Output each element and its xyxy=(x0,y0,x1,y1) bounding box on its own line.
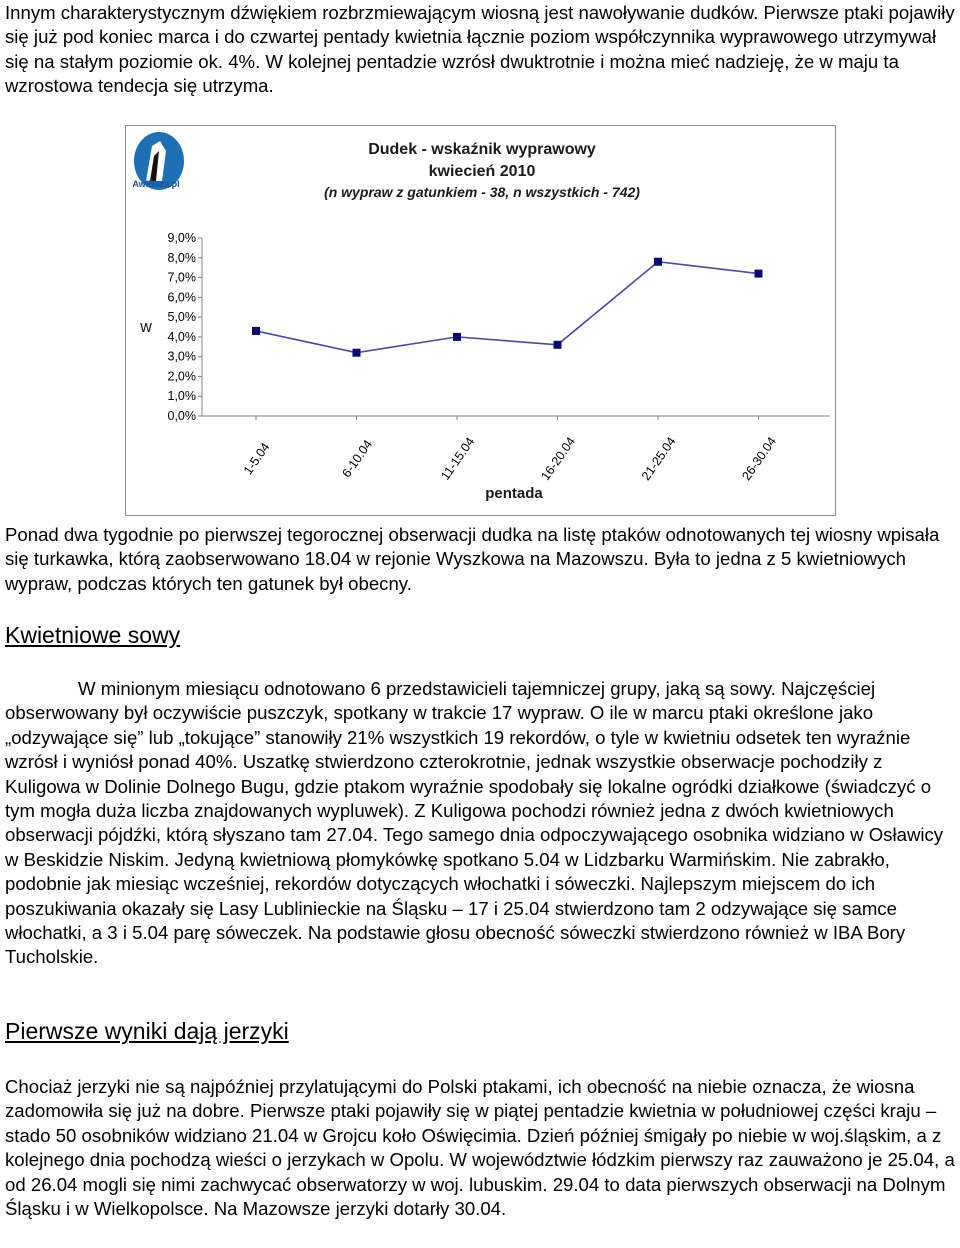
data-point-marker xyxy=(353,349,361,357)
data-point-marker xyxy=(755,270,763,278)
y-tick-label: 3,0% xyxy=(167,349,196,364)
y-axis-label: W xyxy=(140,321,152,335)
x-tick-label: 11-15.04 xyxy=(438,434,478,483)
data-point-marker xyxy=(554,341,562,349)
y-tick-label: 4,0% xyxy=(167,329,196,344)
chart-frame xyxy=(125,125,836,516)
sowy-paragraph: W minionym miesiącu odnotowano 6 przedstawicieli tajemniczej grupy, jaką są sowy. Najczęściej obserwowany był oczywiście puszczyk, spotkany w trakcie 17 wypraw. O ile w marcu ptaki określone jako „odzywające się” lub „tokujące” stanowiły 21% wszystkich 19 rekordów, o tyle w kwietniu odsetek ten wyraźnie wzrósł i wyniósł ponad 40%. Uszatkę stwierdzono czterokrotnie, jednak wszystkie obserwacje pochodziły z Kuligowa w Dolinie Dolnego Bugu, gdzie ptakom wyraźnie spodobały się lokalne ogródki działkowe (świadczyć o tym mogła duża liczba znajdowanych wypluwek). Z Kuligowa pochodzi również jedna z dwóch kwietniowych obserwacji pójdźki, którą słyszano tam 27.04. Tego samego dnia odpoczywającego osobnika widziano w Osławicy w Beskidzie Niskim. Jedyną kwietniową płomykówkę spotkano 5.04 w Lidzbarku Warmińskim. Nie zabrakło, podobnie jak miesiąc wcześniej, rekordów dotyczących włochatki i sóweczki. Najlepszym miejscem do ich poszukiwania okazały się Lasy Lublinieckie na Śląsku – 17 i 25.04 stwierdzono tam 2 odzywające się samce włochatki, a 3 i 5.04 parę sóweczek. Na podstawie głosu obecność sóweczki stwierdzono również w IBA Bory Tucholskie. xyxy=(5,678,944,968)
y-tick-label: 0,0% xyxy=(167,409,196,423)
y-tick-label: 2,0% xyxy=(167,369,196,384)
logo-text: AwiBaza.pl xyxy=(132,179,180,189)
intro-paragraph: Innym charakterystycznym dźwiękiem rozbrzmiewającym wiosną jest nawoływanie dudków. Pierwsze ptaki pojawiły się już pod koniec marca i do czwartej pentady kwietnia łącznie poziom współczynnika wyprawowego utrzymywał się na stałym poziomie ok. 4%. W kolejnej pentadzie wzrósł dwuktrotnie i można mieć nadzieję, że w maju ta wzrostowa tendecja się utrzyma. xyxy=(5,2,955,97)
jerzyki-paragraph: Chociaż jerzyki nie są najpóźniej przylatującymi do Polski ptakami, ich obecność na niebie oznacza, że wiosna zadomowiła się już na dobre. Pierwsze ptaki pojawiły się w piątej pentadzie kwietnia w południowej części kraju – stado 50 osobników widziano 21.04 w Grojcu koło Oświęcimia. Dzień później śmigały po niebie w woj.śląskim, a z kolejnego dnia pochodzą wieści o jerzykach w Opolu. W województwie łódzkim pierwszy raz zauważono je 25.04, a od 26.04 mogli się nimi zachwycać obserwatorzy w woj. lubuskim. 29.04 to data pierwszych obserwacji na Dolnym Śląsku i w Wielkopolsce. Na Mazowsze jerzyki dotarły 30.04. xyxy=(5,1076,955,1220)
y-tick-label: 8,0% xyxy=(167,250,196,265)
chart-note: (n wypraw z gatunkiem - 38, n wszystkich - 742) xyxy=(324,184,640,200)
hoopoe-chart xyxy=(126,126,835,515)
heading-kwietniowe-sowy: Kwietniowe sowy xyxy=(5,622,181,648)
y-tick-label: 9,0% xyxy=(167,231,196,245)
awibaza-logo xyxy=(132,132,184,190)
x-axis-label: pentada xyxy=(485,485,543,502)
x-tick-label: 26-30.04 xyxy=(739,434,780,483)
y-tick-label: 1,0% xyxy=(167,389,196,404)
x-tick-label: 16-20.04 xyxy=(538,434,579,483)
y-tick-label: 5,0% xyxy=(167,310,196,325)
chart-title: Dudek - wskaźnik wyprawowy xyxy=(368,141,596,158)
series-line xyxy=(256,262,759,353)
y-tick-label: 6,0% xyxy=(167,290,196,305)
data-point-marker xyxy=(654,258,662,266)
chart-subtitle: kwiecień 2010 xyxy=(428,163,536,180)
x-tick-label: 6-10.04 xyxy=(339,437,376,481)
turkawka-paragraph: Ponad dwa tygodnie po pierwszej tegorocznej obserwacji dudka na listę ptaków odnotowanych tej wiosny wpisała się turkawka, którą zaobserwowano 18.04 w rejonie Wyszkowa na Mazowszu. Była to jedna z 5 kwietniowych wypraw, podczas których ten gatunek był obecny. xyxy=(5,524,940,594)
x-tick-label: 1-5.04 xyxy=(240,440,273,478)
x-tick-label: 21-25.04 xyxy=(638,434,679,483)
y-tick-label: 7,0% xyxy=(167,270,196,285)
heading-jerzyki: Pierwsze wyniki dają jerzyki xyxy=(5,1018,289,1044)
data-point-marker xyxy=(252,327,260,335)
data-point-marker xyxy=(453,333,461,341)
